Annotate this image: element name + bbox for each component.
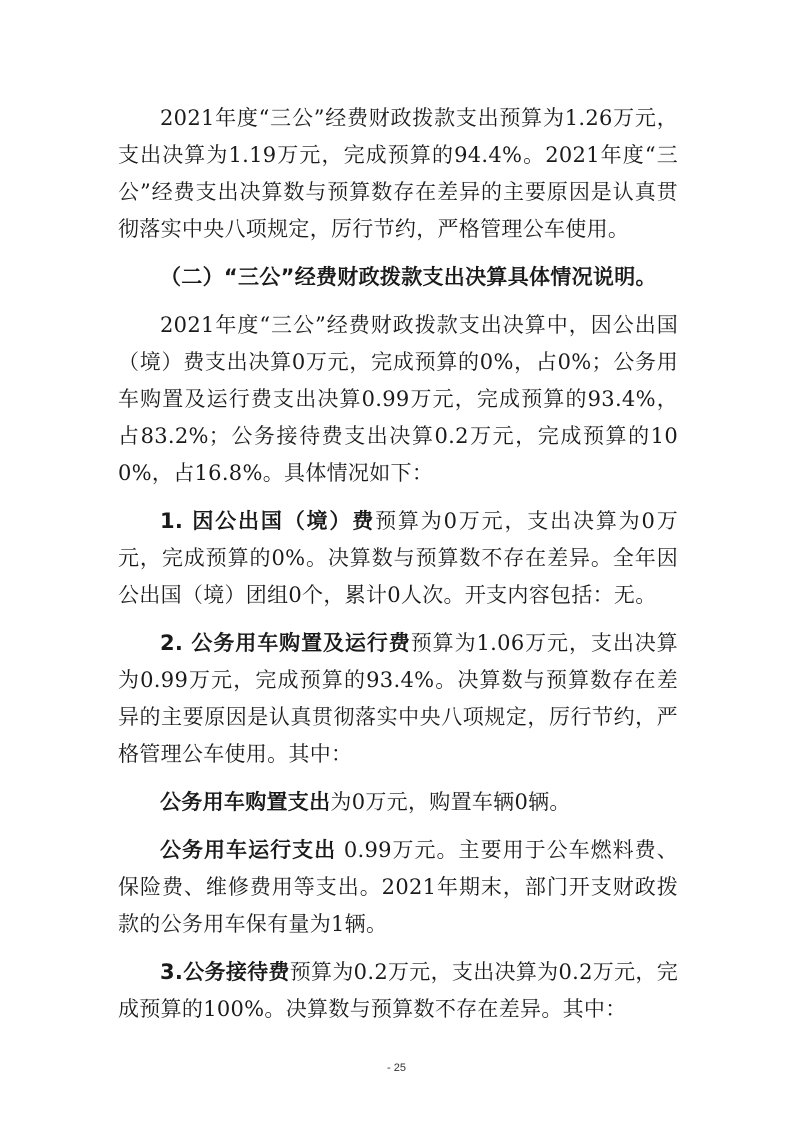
item-reception-title: 3.公务接待费 [160,960,290,984]
item-vehicle-purchase [118,784,678,821]
item-vehicle-operation-body: 0.99万元。主要用于公车燃料费、保险费、维修费用等支出。2021年期末，部门开支财政拨款的公务用车保有量为1辆。 [118,838,678,936]
item-reception [118,954,678,1028]
item-vehicle-purchase-title: 公务用车购置支出 [160,790,331,814]
item-vehicle-operation-title: 公务用车运行支出 [160,838,337,862]
paragraph-budget-summary: 2021年度“三公”经费财政拨款支出预算为1.26万元，支出决算为1.19万元，完成预算的94.4%。2021年度“三公”经费支出决算数与预算数存在差异的主要原因是认真贯彻落实中央八项规定，厉行节约，严格管理公车使用。 [118,106,678,241]
body-text [118,100,678,1039]
item-vehicle-body: 预算为1.06万元，支出决算为0.99万元，完成预算的93.4%。决算数与预算数存在差异的主要原因是认真贯彻落实中央八项规定，厉行节约，严格管理公车使用。其中： [118,631,678,766]
section-heading: （二）“三公”经费财政拨款支出决算具体情况说明。 [160,265,657,289]
item-overseas-travel-title: 1. 因公出国（境）费 [160,509,376,533]
page-number: - 25 [387,1062,406,1074]
item-vehicle-title: 2. 公务用车购置及运行费 [160,631,411,655]
item-vehicle [118,625,678,773]
item-vehicle-purchase-body: 为0万元，购置车辆0辆。 [330,790,571,814]
item-reception-body: 预算为0.2万元，支出决算为0.2万元，完成预算的100%。决算数与预算数不存在差异。其中： [118,960,678,1021]
paragraph-expenditure-breakdown: 2021年度“三公”经费财政拨款支出决算中，因公出国（境）费支出决算0万元，完成预算的0%，占0%；公务用车购置及运行费支出决算0.99万元，完成预算的93.4%，占83.2%；公务接待费支出决算0.2万元，完成预算的100%，占16.8%。具体情况如下： [118,313,678,485]
item-overseas-travel-body: 预算为0万元，支出决算为0万元，完成预算的0%。决算数与预算数不存在差异。全年因公出国（境）团组0个，累计0人次。开支内容包括：无。 [118,509,679,607]
item-vehicle-operation [118,832,678,943]
item-overseas-travel [118,503,678,614]
